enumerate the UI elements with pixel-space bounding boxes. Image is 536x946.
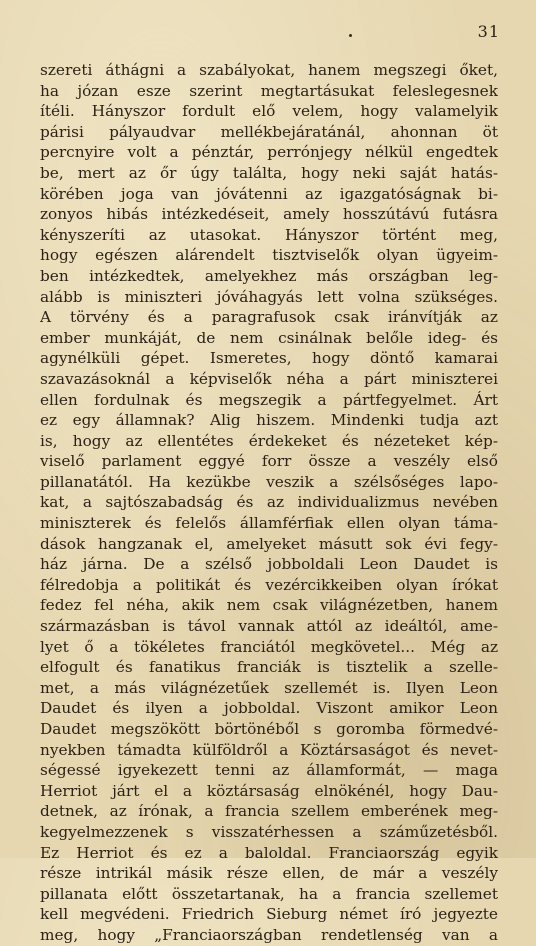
text-line: viselő parlament eggyé forr össze a veszély első: [40, 452, 498, 471]
page-number: 31: [477, 22, 500, 41]
text-line: ez egy államnak? Alig hiszem. Mindenki tudja azt: [40, 411, 498, 430]
text-line: detnek, az írónak, a francia szellem emberének meg-: [40, 802, 498, 821]
text-line: ellen fordulnak és megszegik a pártfegyelmet. Árt: [40, 390, 498, 409]
text-line: ember munkáját, de nem csinálnak belőle ideg- és: [40, 328, 498, 347]
text-line: ségessé igyekezett tenni az államformát, — maga: [40, 761, 498, 780]
text-line: pillanata előtt összetartanak, ha a francia szellemet: [40, 884, 498, 903]
text-line: körében joga van jóvátenni az igazgatóságnak bi-: [40, 184, 498, 203]
text-line: nyekben támadta külföldről a Köztársaságot és nevet-: [40, 740, 498, 759]
text-line: percnyire volt a pénztár, perrónjegy nélkül engedtek: [40, 143, 498, 162]
text-line: ítéli. Hányszor fordult elő velem, hogy valamelyik: [40, 102, 498, 121]
text-line: Daudet és ilyen a jobboldal. Viszont amikor Leon: [40, 699, 498, 718]
text-line: ha józan esze szerint megtartásukat feleslegesnek: [40, 81, 498, 100]
text-line: Herriot járt el a köztársaság elnökénél, hogy Dau-: [40, 781, 498, 800]
text-line: miniszterek és felelős államférfiak ellen olyan táma-: [40, 514, 498, 533]
text-line: zonyos hibás intézkedéseit, amely hosszútávú futásra: [40, 205, 498, 224]
text-line: meg, hogy „Franciaországban rendetlenség van a: [40, 925, 498, 944]
print-speck: [349, 34, 352, 37]
text-line: A törvény és a paragrafusok csak iránvítják az: [40, 308, 498, 327]
text-line: met, a más világnézetűek szellemét is. Ilyen Leon: [40, 678, 498, 697]
text-line: szereti áthágni a szabályokat, hanem megszegi őket,: [40, 61, 498, 79]
text-line: kell megvédeni. Friedrich Sieburg német író jegyezte: [40, 905, 498, 924]
text-line: kat, a sajtószabadság és az individualizmus nevében: [40, 493, 498, 512]
text-line: lyet ő a tökéletes franciától megkövetel... Még az: [40, 637, 498, 656]
text-line: agynélküli gépet. Ismeretes, hogy döntő kamarai: [40, 349, 498, 368]
body-text: [40, 60, 498, 946]
text-line: be, mert az őr úgy találta, hogy neki saját hatás-: [40, 163, 498, 182]
text-line: Daudet megszökött börtönéből s goromba förmedvé-: [40, 720, 498, 738]
text-line: része intrikál másik része ellen, de már a veszély: [40, 864, 498, 883]
text-line: elfogult és fanatikus franciák is tisztelik a szelle-: [40, 658, 498, 677]
text-line: is, hogy az ellentétes érdekeket és nézeteket kép-: [40, 431, 498, 450]
text-line: ben intézkedtek, amelyekhez más országban leg-: [40, 266, 498, 285]
text-line: alább is miniszteri jóváhagyás lett volna szükséges.: [40, 287, 498, 306]
text-line: szavazásoknál a képviselők néha a párt miniszterei: [40, 369, 498, 388]
text-line: fedez fel néha, akik nem csak világnézetben, hanem: [40, 596, 498, 615]
text-line: kényszeríti az utasokat. Hányszor történt meg,: [40, 225, 498, 244]
text-line: pillanatától. Ha kezükbe veszik a szélsőséges lapo-: [40, 472, 498, 491]
text-line: párisi pályaudvar mellékbejáratánál, ahonnan öt: [40, 122, 498, 141]
text-line: származásban is távol vannak attól az ideáltól, ame-: [40, 617, 498, 636]
text-line: dások hangzanak el, amelyeket másutt sok évi fegy-: [40, 534, 498, 553]
text-line: félredobja a politikát és vezércikkeiben olyan írókat: [40, 575, 498, 594]
text-line: kegyelmezzenek s visszatérhessen a száműzetésből.: [40, 822, 498, 841]
text-line: ház járna. De a szélső jobboldali Leon Daudet is: [40, 555, 498, 574]
text-line: Ez Herriot és ez a baloldal. Franciaország egyik: [40, 843, 498, 862]
text-line: hogy egészen alárendelt tisztviselők olyan ügyeim-: [40, 246, 498, 265]
